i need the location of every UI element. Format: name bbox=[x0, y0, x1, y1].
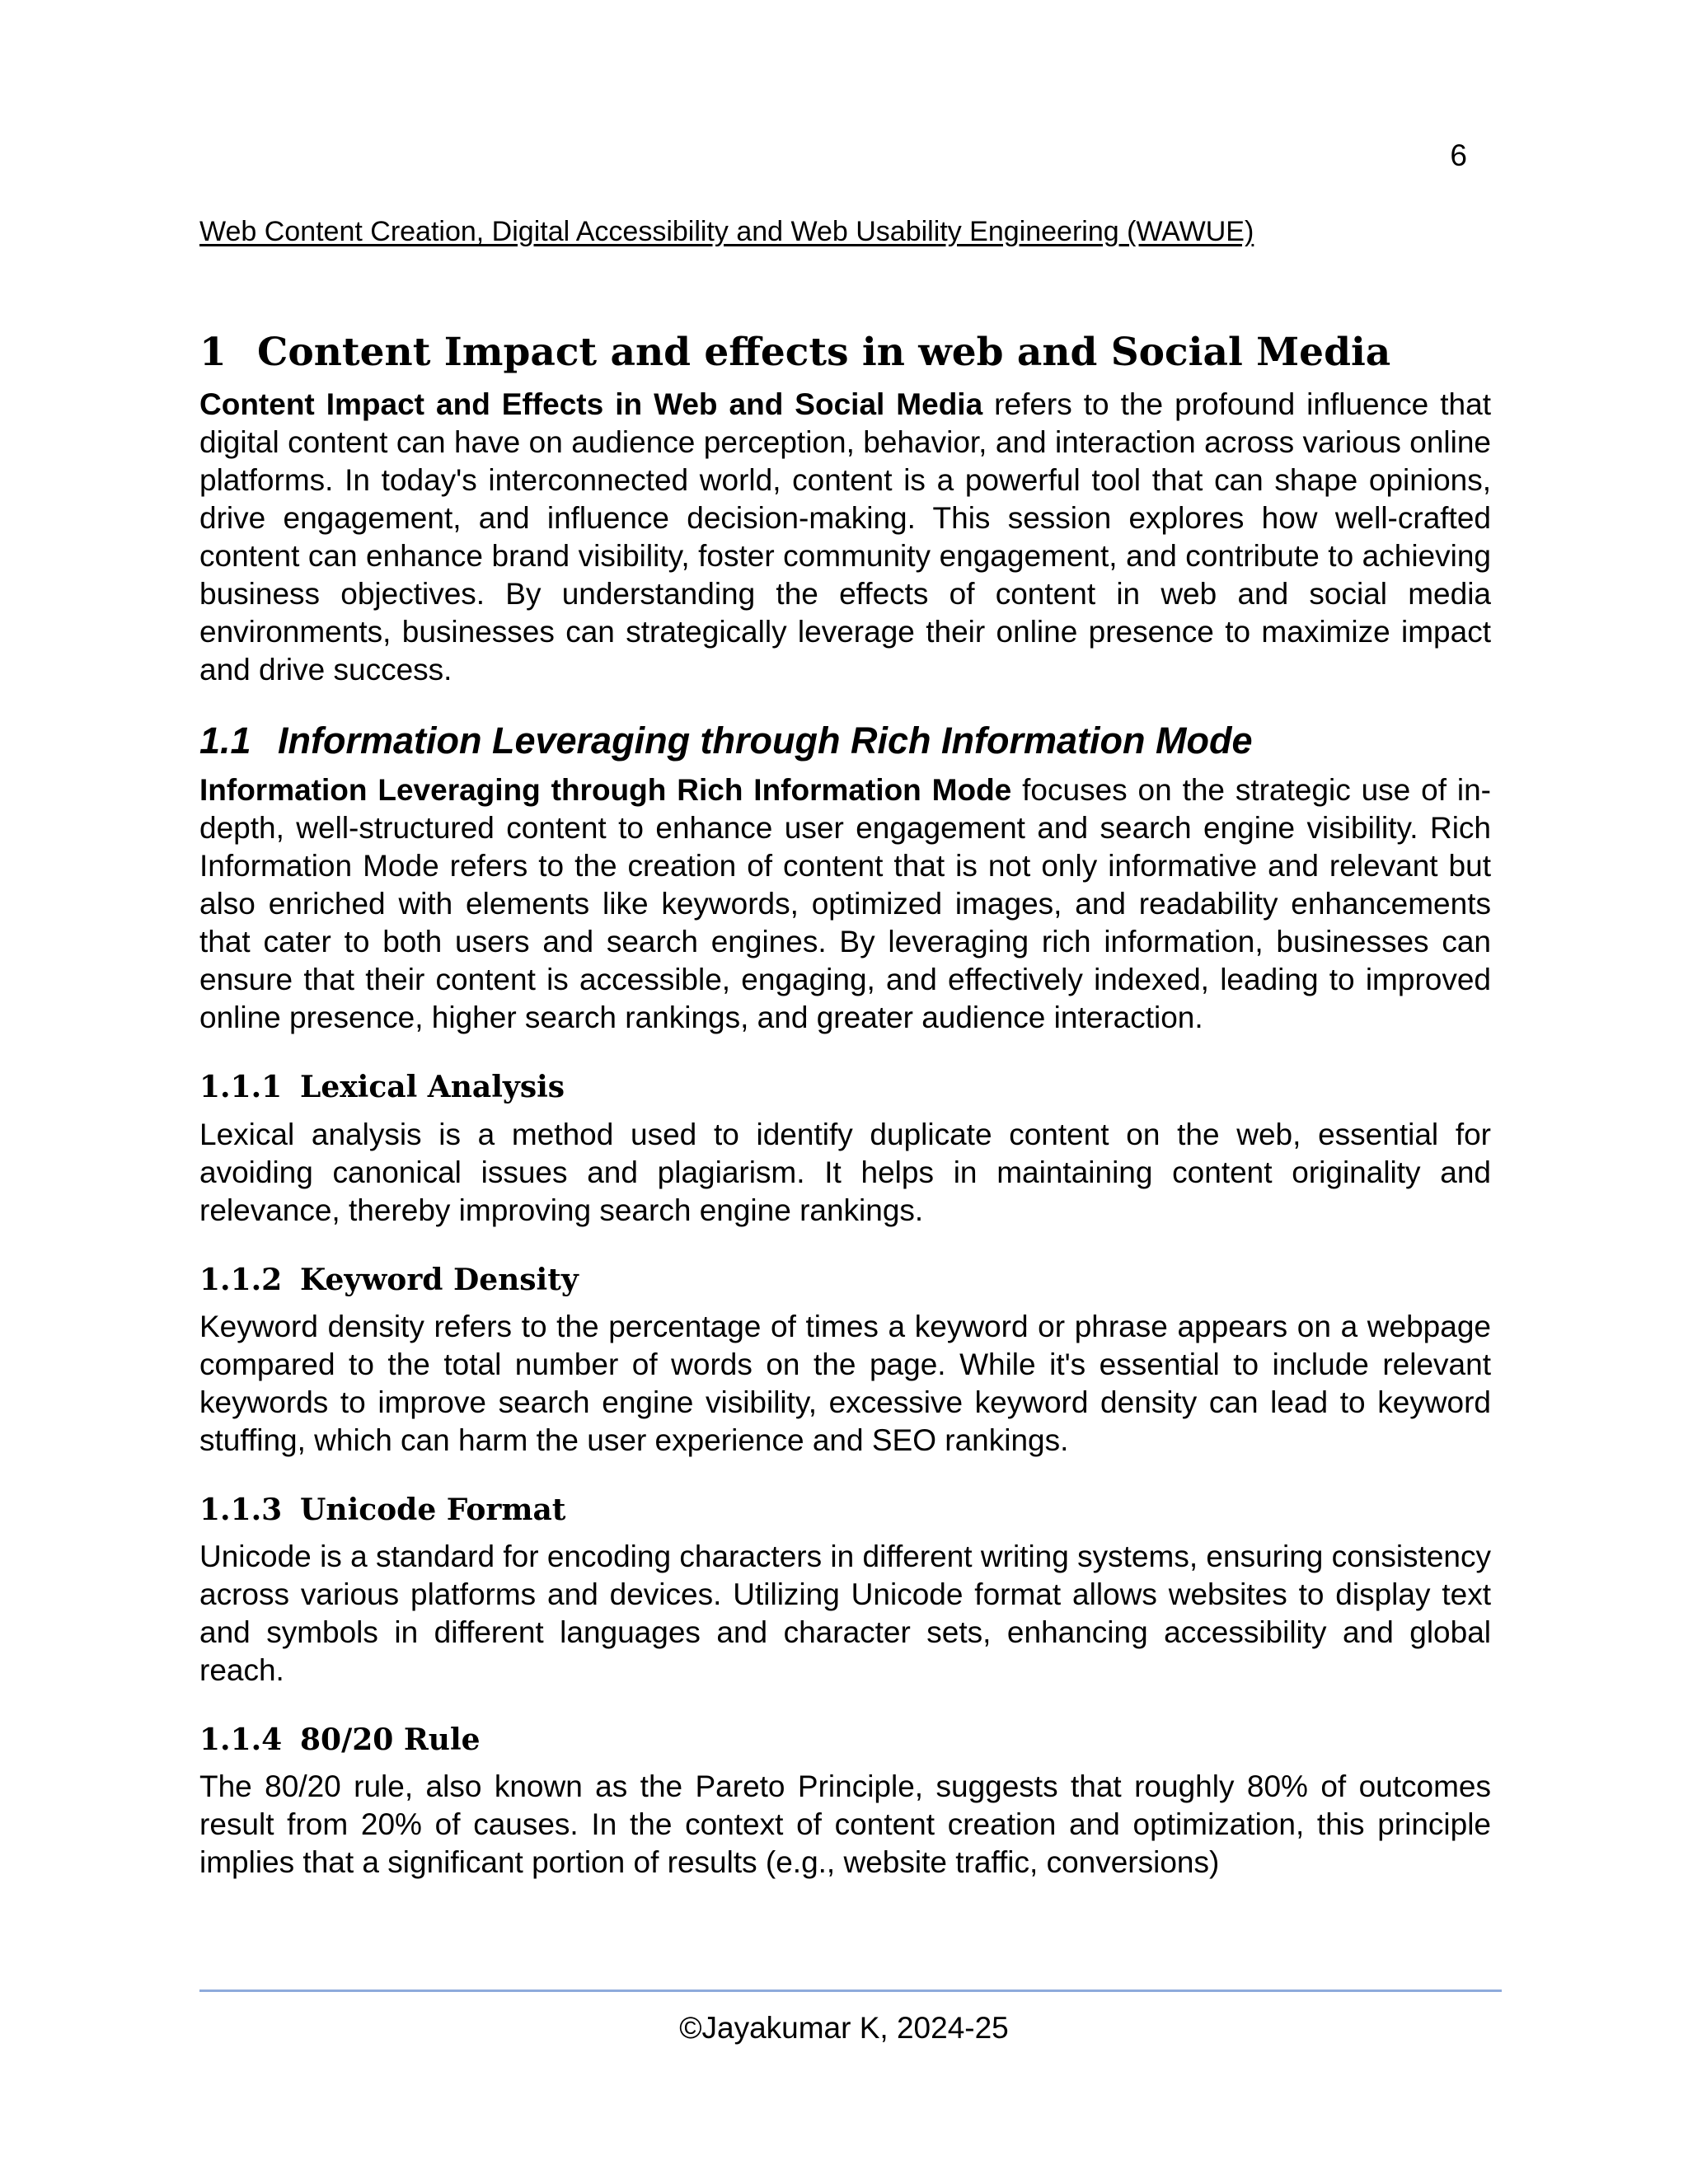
lexical-analysis-paragraph: Lexical analysis is a method used to identify duplicate content on the web, essential for avoiding canonical issues and plagiarism. It helps in maintaining content originality and relevance, thereby improving search engine rankings. bbox=[199, 1117, 1491, 1227]
paragraph-lead: Content Impact and Effects in Web and Social Media bbox=[199, 387, 983, 422]
lexical-analysis-heading bbox=[199, 1070, 1491, 1105]
unicode-format-heading bbox=[199, 1493, 1491, 1528]
keyword-density-paragraph: Keyword density refers to the percentage of times a keyword or phrase appears on a webpage compared to the total number of words on the page. While it's essential to include relevant keywords to improve search engine visibility, excessive keyword density can lead to keyword stuffing, which can harm the user experience and SEO rankings. bbox=[199, 1309, 1491, 1457]
heading-title: Keyword Density bbox=[300, 1262, 579, 1297]
section-number: 1 bbox=[199, 330, 227, 375]
heading-number: 1.1.1 bbox=[199, 1070, 283, 1105]
keyword-density-heading bbox=[199, 1263, 1491, 1298]
heading-number: 1.1.2 bbox=[199, 1262, 283, 1297]
subsection-number: 1.1 bbox=[199, 719, 251, 762]
footer-divider bbox=[199, 1990, 1502, 1992]
subsection-paragraph bbox=[199, 771, 1491, 1037]
footer-copyright: ©Jayakumar K, 2024-25 bbox=[679, 2011, 1009, 2045]
unicode-format-paragraph: Unicode is a standard for encoding characters in different writing systems, ensuring consistency across various platforms and devices. Utilizing Unicode format allows websites to display text and symbols in different languages and character sets, enhancing accessibility and global reach. bbox=[199, 1539, 1491, 1687]
page-number: 6 bbox=[1450, 138, 1467, 172]
subsection-heading bbox=[199, 719, 1491, 763]
section-paragraph bbox=[199, 386, 1491, 689]
document-body bbox=[199, 330, 1491, 1882]
running-header: Web Content Creation, Digital Accessibility and Web Usability Engineering (WAWUE) bbox=[199, 216, 1254, 247]
heading-number: 1.1.4 bbox=[199, 1722, 283, 1757]
pareto-rule-heading bbox=[199, 1722, 1491, 1758]
heading-number: 1.1.3 bbox=[199, 1492, 283, 1527]
heading-title: 80/20 Rule bbox=[300, 1722, 481, 1757]
section-title: Content Impact and effects in web and Social Media bbox=[257, 330, 1391, 375]
paragraph-text: focuses on the strategic use of in-depth, well-structured content to enhance user engagement and search engine visibility. Rich Information Mode refers to the creation of content that is not only informative and relevant but also enriched with elements like keywords, optimized images, and readability enhancements that cater to both users and search engines. By leveraging rich information, businesses can ensure that their content is accessible, engaging, and effectively indexed, leading to improved online presence, higher search rankings, and greater audience interaction. bbox=[199, 773, 1491, 1035]
paragraph-lead: Information Leveraging through Rich Information Mode bbox=[199, 773, 1012, 808]
section-heading bbox=[199, 330, 1491, 376]
heading-title: Lexical Analysis bbox=[300, 1070, 565, 1105]
pareto-rule-paragraph: The 80/20 rule, also known as the Pareto Principle, suggests that roughly 80% of outcomes result from 20% of causes. In the context of content creation and optimization, this principle implies that a significant portion of results (e.g., website traffic, conversions) bbox=[199, 1769, 1491, 1880]
heading-title: Unicode Format bbox=[300, 1492, 566, 1527]
subsection-title: Information Leveraging through Rich Information Mode bbox=[278, 719, 1253, 762]
paragraph-text: refers to the profound influence that digital content can have on audience perception, behavior, and interaction across various online platforms. In today's interconnected world, content is a powerful tool that can shape opinions, drive engagement, and influence decision-making. This session explores how well-crafted content can enhance brand visibility, foster community engagement, and contribute to achieving business objectives. By understanding the effects of content in web and social media environments, businesses can strategically leverage their online presence to maximize impact and drive success. bbox=[199, 387, 1491, 687]
